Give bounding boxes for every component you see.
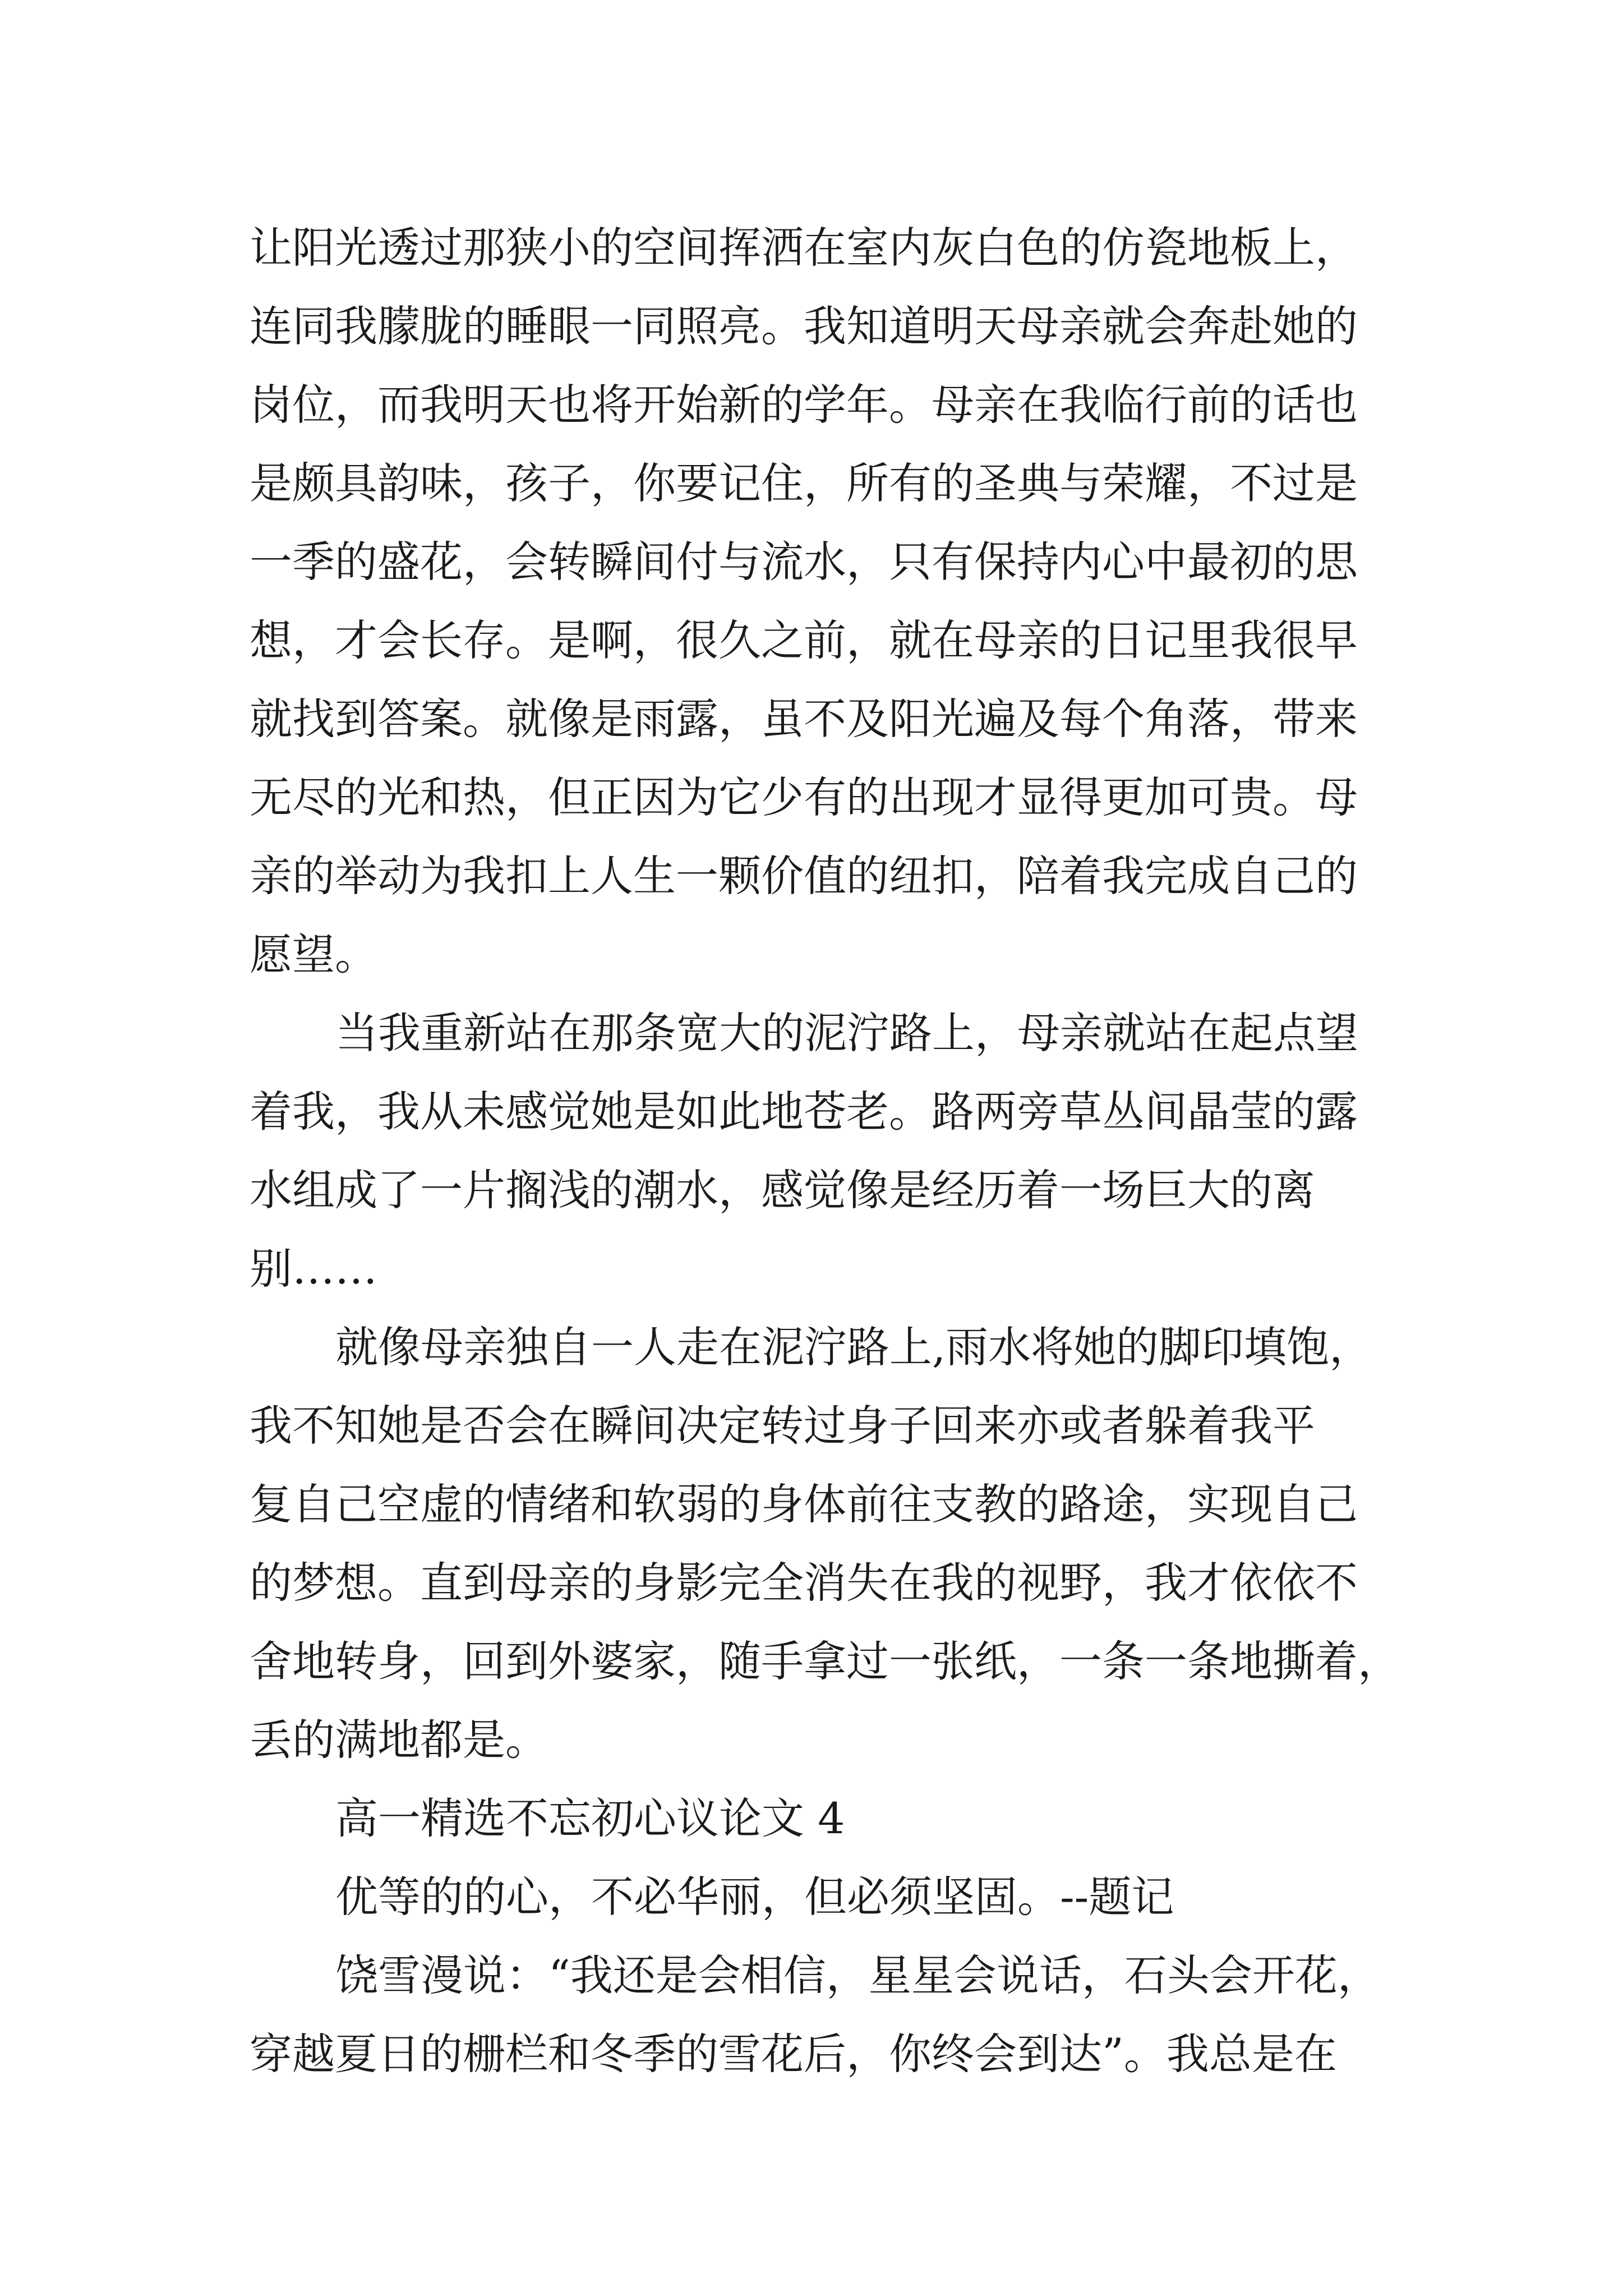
text-line: 连同我朦胧的睡眼一同照亮。我知道明天母亲就会奔赴她的 — [250, 301, 1358, 351]
text-line: 让阳光透过那狭小的空间挥洒在室内灰白色的仿瓷地板上， — [250, 223, 1358, 273]
text-line: 舍地转身，回到外婆家，随手拿过一张纸，一条一条地撕着， — [250, 1636, 1400, 1686]
text-line: 的梦想。直到母亲的身影完全消失在我的视野，我才依依不 — [250, 1558, 1358, 1608]
text-line: 别…… — [250, 1244, 377, 1294]
text-line: 是颇具韵味，孩子，你要记住，所有的圣典与荣耀，不过是 — [250, 458, 1358, 508]
text-line: 愿望。 — [250, 930, 377, 979]
text-line: 穿越夏日的栅栏和冬季的雪花后，你终会到达”。我总是在 — [250, 2029, 1337, 2079]
text-line: 复自己空虚的情绪和软弱的身体前往支教的路途，实现自己 — [250, 1479, 1358, 1529]
text-line: 岗位，而我明天也将开始新的学年。母亲在我临行前的话也 — [250, 380, 1358, 430]
paragraph-start-line: 当我重新站在那条宽大的泥泞路上，母亲就站在起点望 — [335, 1008, 1358, 1058]
epigraph-line: 优等的的心，不必华丽，但必须坚固。--题记 — [335, 1872, 1174, 1922]
text-line: 想，才会长存。是啊，很久之前，就在母亲的日记里我很早 — [250, 615, 1358, 665]
text-line: 亲的举动为我扣上人生一颗价值的纽扣，陪着我完成自己的 — [250, 851, 1358, 901]
text-line: 无尽的光和热，但正因为它少有的出现才显得更加可贵。母 — [250, 772, 1358, 822]
section-heading: 高一精选不忘初心议论文 4 — [335, 1793, 845, 1843]
text-line: 着我，我从未感觉她是如此地苍老。路两旁草丛间晶莹的露 — [250, 1087, 1358, 1137]
text-line: 我不知她是否会在瞬间决定转过身子回来亦或者躲着我平 — [250, 1401, 1315, 1451]
paragraph-start-line: 就像母亲独自一人走在泥泞路上,雨水将她的脚印填饱， — [335, 1322, 1372, 1372]
paragraph-start-line: 饶雪漫说：“我还是会相信，星星会说话，石头会开花， — [335, 1950, 1380, 2000]
text-line: 水组成了一片搁浅的潮水，感觉像是经历着一场巨大的离 — [250, 1165, 1315, 1215]
text-line: 一季的盛花，会转瞬间付与流水，只有保持内心中最初的思 — [250, 537, 1358, 587]
text-line: 就找到答案。就像是雨露，虽不及阳光遍及每个角落，带来 — [250, 694, 1358, 744]
text-line: 丢的满地都是。 — [250, 1715, 548, 1765]
